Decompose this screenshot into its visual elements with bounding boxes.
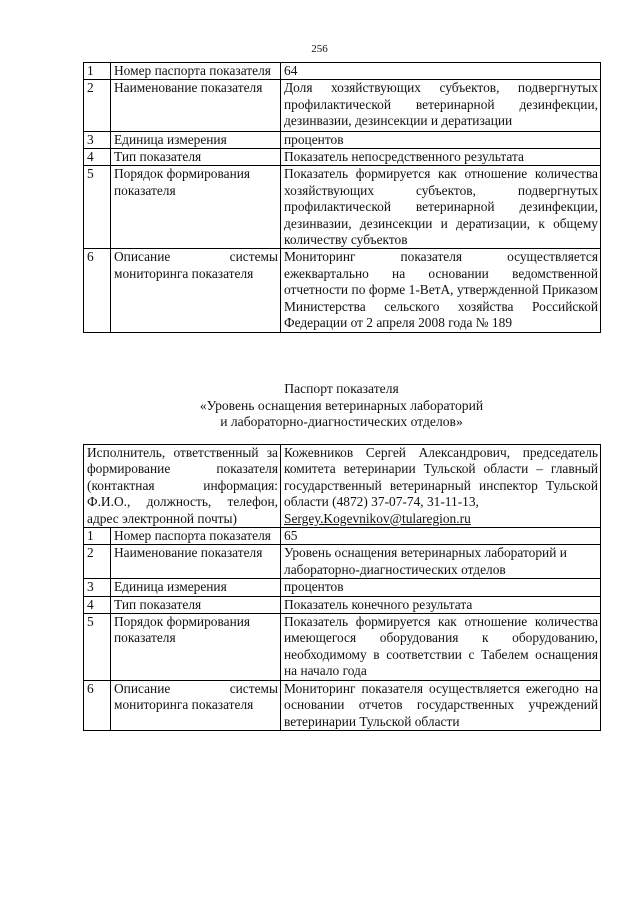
heading-line-3: и лабораторно-диагностических отделов» — [220, 414, 463, 430]
row-value: 64 — [281, 63, 601, 80]
row-number: 3 — [84, 579, 111, 596]
table-row — [84, 131, 601, 148]
row-number: 4 — [84, 596, 111, 613]
executor-row — [84, 445, 601, 528]
row-value: Мониторинг показателя осуществляется ежеквартально на основании ведомственной отчетности по форме 1-ВетА, утвержденной Приказом Министерства сельского хозяйства Российской Федерации от 2 апреля 2008 года № 189 — [281, 249, 601, 332]
row-value: Уровень оснащения ветеринарных лабораторий и лабораторно-диагностических отделов — [281, 545, 601, 579]
row-label: Единица измерения — [111, 579, 281, 596]
row-label: Тип показателя — [111, 149, 281, 166]
passport-table-64 — [83, 62, 601, 333]
row-value: Мониторинг показателя осуществляется ежегодно на основании отчетов государственных учреждений ветеринарии Тульской области — [281, 680, 601, 730]
table-row — [84, 528, 601, 545]
row-label: Описание системы мониторинга показателя — [111, 249, 281, 332]
row-label: Наименование показателя — [111, 80, 281, 131]
row-number: 3 — [84, 131, 111, 148]
row-value: Показатель формируется как отношение количества хозяйствующих субъектов, подвергнутых профилактической ветеринарной дезинфекции, дезинвазии, дезинсекции и дератизации, к общему количеству субъектов — [281, 166, 601, 249]
executor-email-link[interactable]: Sergey.Kogevnikov@tularegion.ru — [284, 510, 471, 526]
passport-heading — [83, 381, 600, 431]
row-number: 5 — [84, 614, 111, 681]
executor-value: Кожевников Сергей Александрович, председатель комитета ветеринарии Тульской области – главный государственный ветеринарный инспектор Тульской области (4872) 37-07-74, 31-11-13, — [284, 445, 599, 510]
row-number: 6 — [84, 249, 111, 332]
row-value: процентов — [281, 131, 601, 148]
row-label: Номер паспорта показателя — [111, 528, 281, 545]
page-number: 256 — [311, 43, 328, 55]
row-label: Номер паспорта показателя — [111, 63, 281, 80]
executor-value-cell — [281, 445, 601, 528]
table-row — [84, 249, 601, 332]
table-row — [84, 596, 601, 613]
row-value: 65 — [281, 528, 601, 545]
table-row — [84, 579, 601, 596]
row-label: Порядок формирования показателя — [111, 614, 281, 681]
row-label: Наименование показателя — [111, 545, 281, 579]
table-row — [84, 149, 601, 166]
row-value: Показатель конечного результата — [281, 596, 601, 613]
row-number: 2 — [84, 545, 111, 579]
table-row — [84, 680, 601, 730]
table-row — [84, 614, 601, 681]
row-label: Тип показателя — [111, 596, 281, 613]
passport-table-65 — [83, 444, 601, 731]
row-number: 5 — [84, 166, 111, 249]
row-value: Доля хозяйствующих субъектов, подвергнутых профилактической ветеринарной дезинфекции, дезинвазии, дезинсекции и дератизации — [281, 80, 601, 131]
row-number: 4 — [84, 149, 111, 166]
heading-line-1: Паспорт показателя — [284, 381, 399, 396]
heading-line-2: «Уровень оснащения ветеринарных лабораторий — [199, 397, 484, 413]
executor-label: Исполнитель, ответственный за формирование показателя (контактная информация: Ф.И.О., должность, телефон, адрес электронной почты) — [84, 445, 281, 528]
table-row — [84, 545, 601, 579]
row-label: Единица измерения — [111, 131, 281, 148]
row-value: Показатель непосредственного результата — [281, 149, 601, 166]
row-number: 2 — [84, 80, 111, 131]
row-value: Показатель формируется как отношение количества имеющегося оборудования к оборудованию, необходимому в соответствии с Табелем оснащения на начало года — [281, 614, 601, 681]
row-number: 1 — [84, 528, 111, 545]
row-value: процентов — [281, 579, 601, 596]
row-label: Порядок формирования показателя — [111, 166, 281, 249]
table-row — [84, 80, 601, 131]
row-number: 6 — [84, 680, 111, 730]
table-row — [84, 63, 601, 80]
row-number: 1 — [84, 63, 111, 80]
table-row — [84, 166, 601, 249]
row-label: Описание системы мониторинга показателя — [111, 680, 281, 730]
